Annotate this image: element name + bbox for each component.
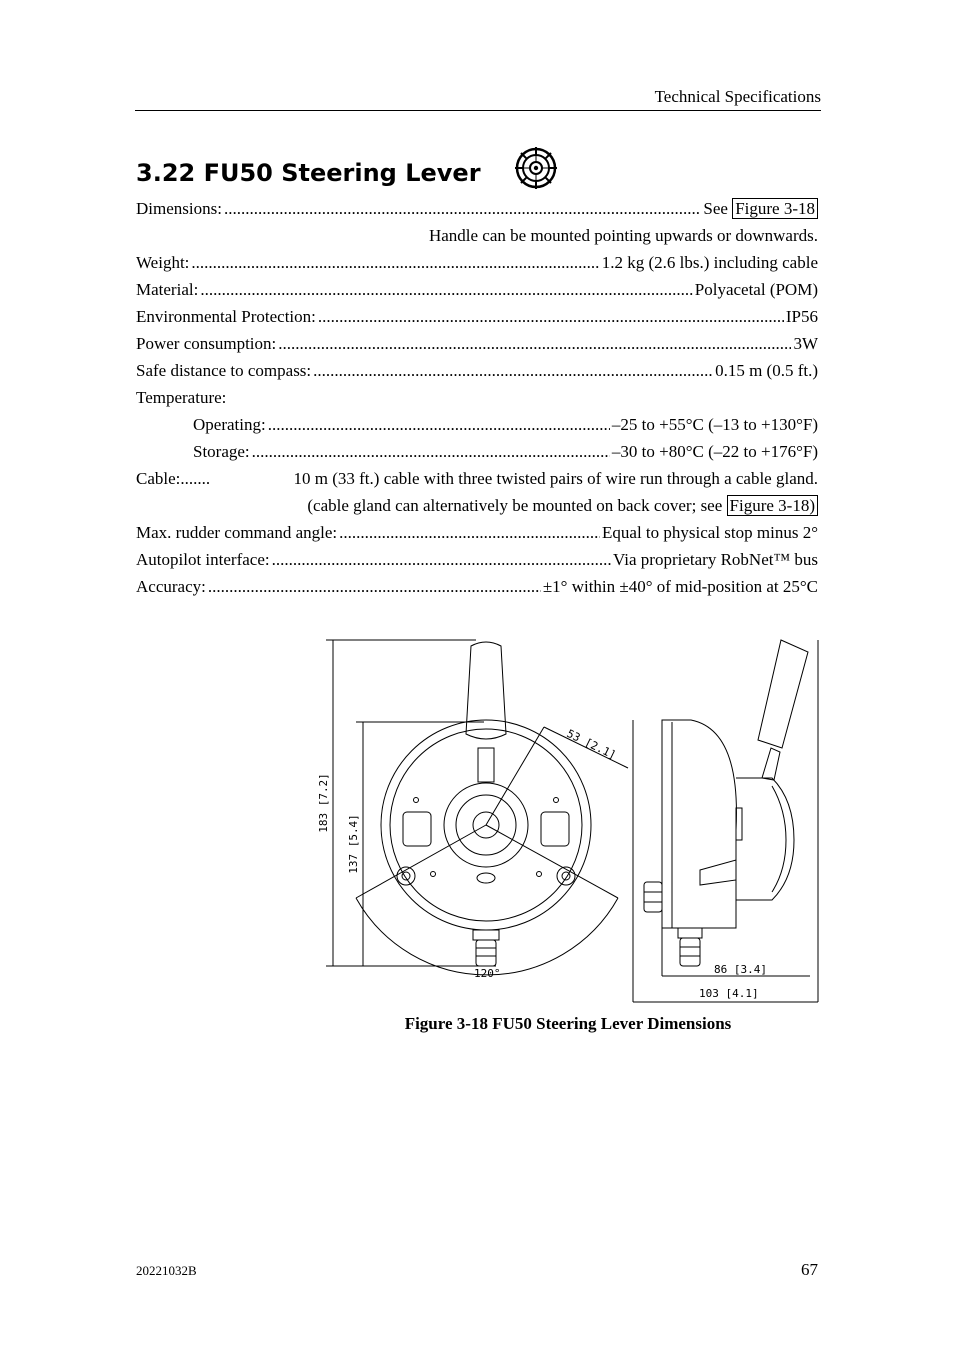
leader-dots [252, 438, 610, 465]
section-title: 3.22 FU50 Steering Lever [136, 159, 481, 187]
dimension-drawing [296, 630, 836, 1010]
spec-value: 0.15 m (0.5 ft.) [715, 361, 818, 380]
spec-label: Max. rudder command angle: [136, 523, 338, 542]
leader-dots [208, 573, 541, 600]
spec-note: Handle can be mounted pointing upwards or downwards. [428, 226, 818, 245]
steering-wheel-icon [514, 146, 558, 190]
spec-temperature [136, 384, 818, 411]
spec-value: Equal to physical stop minus 2° [602, 523, 818, 542]
dim-side-overall: 103 [4.1] [699, 987, 759, 1000]
spec-label: Weight: [136, 253, 190, 272]
spec-safe-distance [136, 357, 818, 384]
leader-dots [339, 519, 600, 546]
dim-side-depth: 86 [3.4] [714, 963, 767, 976]
page-number: 67 [801, 1260, 818, 1279]
spec-label: Autopilot interface: [136, 550, 270, 569]
spec-label: Temperature: [136, 388, 227, 407]
leader-dots [278, 330, 791, 357]
spec-label: Power consumption: [136, 334, 277, 353]
spec-label: Storage: [193, 442, 250, 461]
spec-value: IP56 [785, 307, 818, 326]
spec-cable-note [136, 492, 818, 519]
figure-link[interactable]: Figure 3-18) [727, 495, 818, 516]
dim-angle: 120° [474, 967, 501, 980]
spec-dimensions [136, 195, 818, 222]
dim-body-height: 137 [5.4] [347, 814, 360, 874]
document-number: 20221032B [136, 1263, 197, 1278]
leader-dots [268, 411, 610, 438]
spec-list [136, 195, 818, 600]
spec-note [307, 492, 818, 519]
figure-link[interactable]: Figure 3-18 [732, 198, 818, 219]
running-header: Technical Specifications [654, 87, 821, 106]
spec-note-text: (cable gland can alternatively be mounted on back cover; see [307, 496, 723, 515]
leader-dots [200, 276, 692, 303]
dim-handle-offset: 53 [2.1] [564, 727, 619, 762]
dim-overall-height: 183 [7.2] [317, 773, 330, 833]
spec-cable [136, 465, 818, 492]
spec-rudder-angle [136, 519, 818, 546]
spec-autopilot-interface [136, 546, 818, 573]
spec-value: 1.2 kg (2.6 lbs.) including cable [601, 253, 818, 272]
spec-value-prefix: See [703, 199, 728, 218]
spec-material [136, 276, 818, 303]
spec-value [703, 195, 818, 222]
spec-value: Polyacetal (POM) [694, 280, 818, 299]
leader-dots [191, 249, 599, 276]
spec-dimensions-note [136, 222, 818, 249]
spec-label: Cable:....... [136, 469, 211, 488]
spec-value: ±1° within ±40° of mid-position at 25°C [542, 577, 818, 596]
technical-drawing [296, 630, 836, 1010]
spec-label: Material: [136, 280, 199, 299]
spec-value: Via proprietary RobNet™ bus [613, 550, 818, 569]
spec-power [136, 330, 818, 357]
spec-label: Dimensions: [136, 199, 222, 218]
leader-dots [318, 303, 784, 330]
leader-dots [272, 546, 611, 573]
spec-label: Environmental Protection: [136, 307, 316, 326]
spec-operating [136, 411, 818, 438]
spec-value: –30 to +80°C (–22 to +176°F) [611, 442, 818, 461]
spec-environmental [136, 303, 818, 330]
spec-value: 10 m (33 ft.) cable with three twisted pairs of wire run through a cable gland. [293, 469, 818, 488]
spec-label: Accuracy: [136, 577, 206, 596]
spec-value: 3W [793, 334, 818, 353]
header-rule [135, 110, 821, 111]
spec-label: Operating: [193, 415, 266, 434]
spec-storage [136, 438, 818, 465]
spec-weight [136, 249, 818, 276]
spec-value: –25 to +55°C (–13 to +130°F) [611, 415, 818, 434]
leader-dots [313, 357, 713, 384]
spec-accuracy [136, 573, 818, 600]
leader-dots [224, 195, 701, 222]
spec-label: Safe distance to compass: [136, 361, 312, 380]
figure-caption: Figure 3-18 FU50 Steering Lever Dimensions [404, 1014, 732, 1033]
